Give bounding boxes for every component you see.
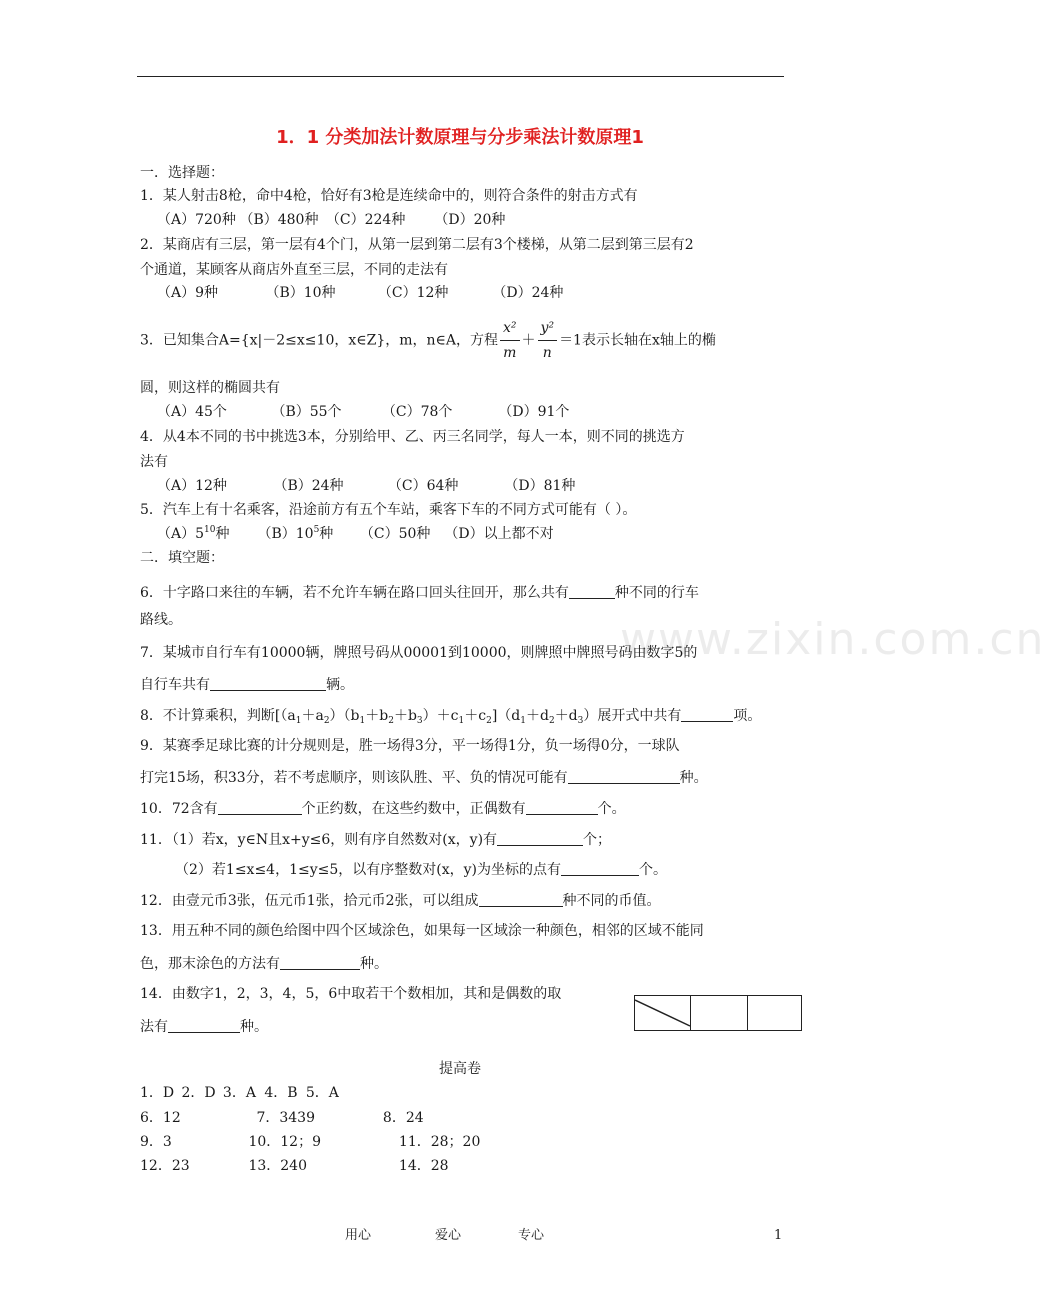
q13-text-a: 色，那末涂色的方法有	[140, 956, 280, 972]
q3-option-d: （D）91个	[498, 404, 570, 420]
q3-post: ＝1表示长轴在x轴上的椭	[559, 332, 716, 349]
q10-text-c: 个。	[597, 801, 626, 817]
q8-sub-c2: 2	[486, 716, 492, 726]
q12-text-b: 种不同的币值。	[562, 893, 661, 909]
q3-plus: ＋	[521, 332, 536, 349]
q13-blank[interactable]	[280, 955, 360, 970]
q5-option-b-unit: 种	[319, 526, 334, 542]
q11-blank-2[interactable]	[561, 861, 639, 876]
page-title: 1．1 分类加法计数原理与分步乘法计数原理1	[276, 127, 644, 148]
answers-row-1	[140, 1086, 339, 1100]
diagonal-divider-icon	[635, 996, 691, 1030]
q8-sub-c1: 1	[458, 716, 465, 726]
answer-3: 3．A	[222, 1085, 256, 1101]
q8-text-b: ＋a	[301, 708, 324, 724]
q8-sub-d1: 1	[520, 716, 526, 726]
q7-blank[interactable]	[210, 676, 326, 691]
q4-line2: 法有	[140, 454, 168, 470]
q9-text-b: 种。	[679, 770, 708, 786]
q3-option-b: （B）55个	[271, 404, 342, 420]
q8-sub-a2: 2	[323, 716, 330, 726]
answer-14: 14．28	[398, 1158, 449, 1174]
q5-option-c: （C）50种	[359, 526, 431, 542]
answers-row-3	[140, 1135, 480, 1149]
answers-row-2	[140, 1111, 424, 1125]
q7-line2	[140, 676, 354, 692]
q10-blank-1[interactable]	[218, 800, 302, 815]
q1-option-c: （C）224种	[325, 212, 406, 228]
answer-12: 12．23	[140, 1158, 190, 1174]
answer-8: 8．24	[382, 1110, 424, 1126]
footer-right: 专心	[518, 1228, 545, 1243]
answer-13: 13．240	[248, 1158, 307, 1174]
q5-option-a	[157, 527, 253, 541]
section-choice-heading: 一．选择题：	[140, 165, 224, 181]
answer-4: 4．B	[264, 1085, 298, 1101]
region-coloring-figure	[634, 995, 802, 1031]
q6-text-a: 6．十字路口来往的车辆，若不允许车辆在路口回头往回开，那么共有	[140, 585, 569, 601]
answers-row-4	[140, 1159, 449, 1173]
q10-text-b: 个正约数，在这些约数中，正偶数有	[301, 801, 526, 817]
q8-text-k: ）展开式中共有	[583, 708, 682, 724]
q2-option-d: （D）24种	[492, 285, 564, 301]
q5-option-b-base: （B）10	[257, 526, 314, 542]
watermark: www.zixin.com.cn	[620, 614, 1045, 665]
answer-9: 9．3	[140, 1134, 172, 1150]
q13-line2	[140, 955, 388, 971]
q4-option-c: （C）64种	[387, 478, 459, 494]
q3-stem	[140, 318, 716, 363]
q14-blank[interactable]	[168, 1018, 240, 1033]
q11-part1-end: 个；	[583, 832, 612, 848]
q4-option-a: （A）12种	[157, 478, 227, 494]
q14-line2	[140, 1018, 268, 1034]
q5-options	[157, 527, 554, 541]
q8-sub-a1: 1	[295, 716, 302, 726]
q8-text-e: ＋b	[393, 708, 417, 724]
answers-heading: 提高卷	[439, 1061, 481, 1077]
q1-stem: 1．某人射击8枪，命中4枪，恰好有3枪是连续命中的，则符合条件的射击方式有	[140, 188, 638, 204]
q3-option-a: （A）45个	[157, 404, 227, 420]
q3-frac1-num: x²	[500, 318, 520, 341]
q4-option-d: （D）81种	[504, 478, 576, 494]
q5-option-b-exp: 5	[313, 525, 320, 535]
q11-part2-end: 个。	[639, 862, 667, 878]
q3-line2: 圆，则这样的椭圆共有	[140, 380, 280, 396]
answer-1: 1．D	[140, 1085, 175, 1101]
q1-option-a: （A）720种	[157, 212, 236, 228]
q2-line2: 个通道，某顾客从商店外直至三层，不同的走法有	[140, 262, 448, 278]
q13-text-b: 种。	[360, 956, 388, 972]
q11-blank-1[interactable]	[497, 831, 583, 846]
q8-text-i: ＋d	[525, 708, 549, 724]
q7-line1: 7．某城市自行车有10000辆，牌照号码从00001到10000，则牌照中牌照号码由数字5的	[140, 645, 698, 661]
q5-option-a-base: （A）5	[157, 526, 205, 542]
q3-fraction-x	[500, 318, 520, 363]
q12-line	[140, 892, 661, 908]
q8-sub-b2: 2	[388, 716, 394, 726]
q3-frac2-num: y²	[538, 318, 558, 341]
q8-sub-d3: 3	[577, 716, 584, 726]
q8-text-d: ＋b	[365, 708, 389, 724]
q9-line2	[140, 769, 708, 785]
q8-text-f: ）＋c	[422, 708, 459, 724]
q8-sub-b1: 1	[359, 716, 366, 726]
q8-blank[interactable]	[681, 707, 733, 722]
q1-option-b: （B）480种	[239, 212, 319, 228]
page-number: 1	[774, 1228, 783, 1243]
q8-text-j: ＋d	[554, 708, 578, 724]
q10-blank-2[interactable]	[526, 800, 598, 815]
q9-text-a: 打完15场，积33分，若不考虑顺序，则该队胜、平、负的情况可能有	[140, 770, 568, 786]
q3-options	[157, 405, 569, 419]
q6-text-b: 种不同的行车	[614, 585, 699, 601]
q11-part1-text: 11．（1）若x，y∈N且x+y≤6，则有序自然数对(x，y)有	[140, 832, 498, 848]
q14-line1: 14．由数字1，2，3，4，5，6中取若干个数相加，其和是偶数的取	[140, 986, 562, 1002]
q14-text-a: 法有	[140, 1019, 168, 1035]
q8-sub-b3: 3	[416, 716, 423, 726]
q1-options	[157, 213, 505, 227]
q2-option-a: （A）9种	[157, 285, 219, 301]
q12-text-a: 12．由壹元币3张，伍元币1张，拾元币2张，可以组成	[140, 893, 479, 909]
answer-7: 7．3439	[256, 1110, 315, 1126]
q1-option-d: （D）20种	[434, 212, 506, 228]
q6-line2: 路线。	[140, 612, 182, 628]
q8-text-h: ]（d	[491, 708, 521, 724]
answer-5: 5．A	[305, 1085, 339, 1101]
q10-text-a: 10．72含有	[140, 801, 218, 817]
q3-frac2-den: n	[542, 345, 552, 361]
q8-sub-d2: 2	[548, 716, 555, 726]
q6-blank[interactable]	[569, 584, 615, 599]
q8-text-l: 项。	[733, 708, 762, 724]
q3-fraction-y	[538, 318, 558, 363]
q10-line	[140, 800, 626, 816]
q4-line1: 4．从4本不同的书中挑选3本，分别给甲、乙、丙三名同学，每人一本，则不同的挑选方	[140, 429, 685, 445]
q4-option-b: （B）24种	[273, 478, 344, 494]
answer-6: 6．12	[140, 1110, 181, 1126]
q7-text-b: 辆。	[326, 677, 354, 693]
q5-option-d: （D）以上都不对	[444, 526, 554, 542]
figure-divider-1	[690, 996, 691, 1030]
header-rule	[137, 76, 784, 77]
q2-line1: 2．某商店有三层，第一层有4个门，从第一层到第二层有3个楼梯，从第二层到第三层有2	[140, 237, 694, 253]
q2-option-c: （C）12种	[377, 285, 449, 301]
q11-part1	[140, 831, 611, 847]
q8-text-a: 8．不计算乘积，判断[（a	[140, 708, 296, 724]
q8-text-c: ）（b	[329, 708, 360, 724]
q3-pre: 3．已知集合A={x|－2≤x≤10，x∈Z}，m，n∈A，方程	[140, 332, 499, 349]
q2-option-b: （B）10种	[265, 285, 336, 301]
section-fill-heading: 二．填空题：	[140, 550, 224, 566]
q11-part2-text: （2）若1≤x≤4，1≤y≤5，以有序整数对(x，y)为坐标的点有	[175, 862, 561, 878]
q5-stem: 5．汽车上有十名乘客，沿途前方有五个车站，乘客下车的不同方式可能有（ ）。	[140, 502, 637, 518]
q4-options	[157, 479, 575, 493]
q11-part2	[175, 861, 667, 877]
q14-text-b: 种。	[240, 1019, 268, 1035]
answer-11: 11．28；20	[398, 1134, 481, 1150]
footer-left: 用心	[345, 1228, 372, 1243]
figure-divider-2	[747, 996, 748, 1030]
answer-10: 10．12；9	[248, 1134, 321, 1150]
q7-text-a: 自行车共有	[140, 677, 210, 693]
answer-2: 2．D	[181, 1085, 216, 1101]
q2-options	[157, 286, 563, 300]
q13-line1: 13．用五种不同的颜色给图中四个区域涂色，如果每一区域涂一种颜色，相邻的区域不能同	[140, 923, 704, 939]
q5-option-a-exp: 10	[204, 525, 216, 535]
q3-frac1-den: m	[503, 345, 517, 361]
q12-blank[interactable]	[479, 892, 563, 907]
q3-option-c: （C）78个	[381, 404, 453, 420]
q5-option-a-unit: 种	[215, 526, 230, 542]
q5-option-b	[257, 527, 355, 541]
q8-text-g: ＋c	[464, 708, 487, 724]
q6-line1	[140, 584, 699, 600]
footer-mid: 爱心	[435, 1228, 462, 1243]
q9-line1: 9．某赛季足球比赛的计分规则是，胜一场得3分，平一场得1分，负一场得0分，一球队	[140, 738, 680, 754]
q9-blank[interactable]	[568, 769, 680, 784]
q8-line	[140, 707, 762, 726]
